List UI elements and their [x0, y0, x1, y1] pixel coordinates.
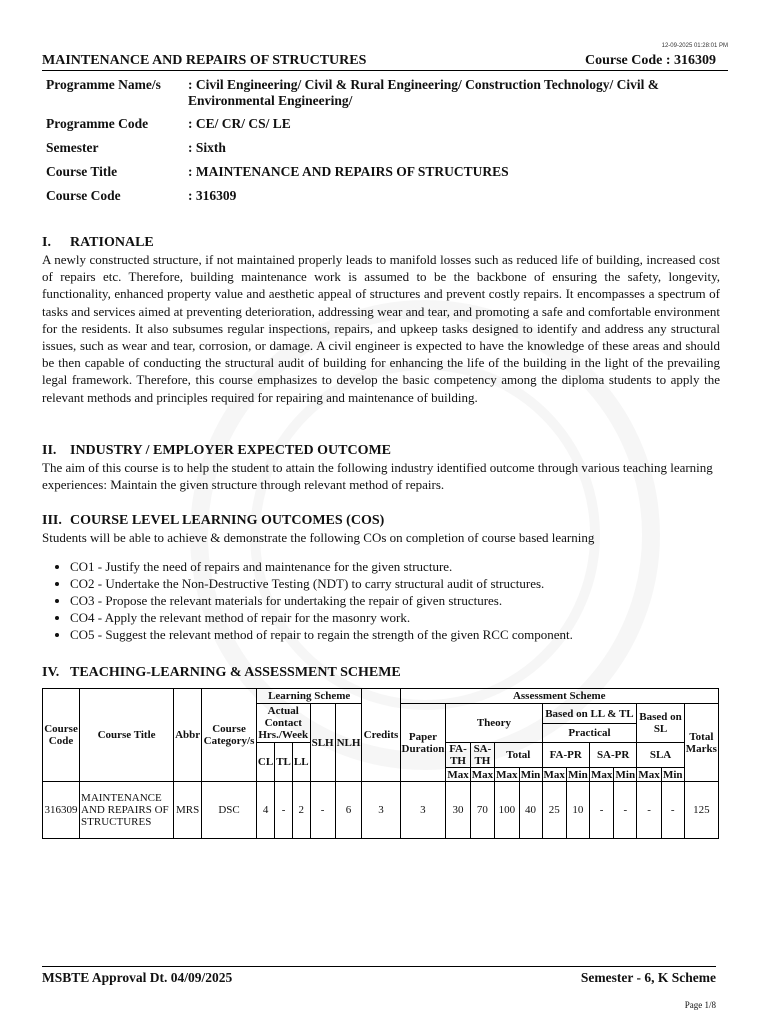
cell-course-code: 316309: [43, 782, 80, 839]
header-cell: Actual Contact Hrs./Week: [258, 705, 309, 741]
cell-category: DSC: [202, 782, 257, 839]
course-outcomes-section: [42, 512, 720, 643]
meta-row: [42, 187, 728, 211]
header-cell: Min: [615, 768, 636, 781]
header-cell: Credits: [362, 689, 400, 782]
cell-slh: -: [310, 782, 335, 839]
meta-row: [42, 163, 728, 187]
scheme-section: [42, 664, 720, 681]
section-title: COURSE LEVEL LEARNING OUTCOMES (COS): [70, 513, 385, 528]
semester-scheme: Semester - 6, K Scheme: [580, 970, 716, 985]
section-heading: [42, 234, 720, 251]
cell-credits: 3: [362, 782, 400, 839]
course-outcomes-list: [42, 558, 720, 643]
header-cell: Based on LL & TL: [542, 704, 637, 724]
section-title: RATIONALE: [70, 235, 154, 250]
header-cell: NLH: [335, 704, 362, 782]
approval-date: MSBTE Approval Dt. 04/09/2025: [42, 970, 233, 985]
section-number: II.: [42, 443, 57, 458]
section-heading: [42, 512, 720, 529]
meta-value: : Civil Engineering/ Civil & Rural Engineering/ Construction Technology/ Civil & Environmental Engineering/: [188, 77, 660, 108]
print-timestamp: 12-09-2025 01:28:01 PM: [661, 43, 728, 49]
header-cell: Min: [568, 768, 588, 781]
section-number: III.: [42, 513, 62, 528]
industry-outcome-section: [42, 442, 720, 493]
header-cell: LL: [292, 743, 310, 782]
rationale-text: A newly constructed structure, if not maintained properly leads to manifold losses such as reduced life of building, increased cost of repairs etc. Therefore, building maintenance work is assumed to be the backbone of ensuring the safety, longevity, functionality, enhanced property value and aesthetic appeal of structures and prevent costly repairs. It encompasses a spectrum of tasks and services aimed at preventing deterioration, addressing wear and tear, and promoting a safe and comfortable environment for the residents. It also subsumes regular inspections, repairs, and upkeep tasks designed to identify and address any structural issues, such as wear and tear, corrosion, or damage. A civil engineer is expected to have the knowledge of these areas and should be then capable of conducting the structural audit of building for enhancing the life of the building in the light of the prevailing legal framework. Therefore, this course emphasizes to develop the basic competency among the diploma students to apply the relevant methods and principles required for repairing and maintenance of building.: [42, 252, 720, 405]
header-cell: SLA: [637, 743, 684, 768]
meta-key: Programme Code: [46, 116, 149, 131]
meta-value: : 316309: [188, 188, 237, 203]
header-cell: SA-PR: [589, 743, 636, 768]
cell-total-max: 100: [495, 782, 519, 839]
cell-course-title: MAINTENANCE AND REPAIRS OF STRUCTURES: [80, 782, 174, 839]
section-number: I.: [42, 235, 51, 250]
header-cell: Based on SL: [637, 704, 684, 743]
cell-sa-pr-max: -: [589, 782, 613, 839]
section-number: IV.: [42, 665, 60, 680]
header-cell: Course Category/s: [202, 689, 257, 782]
meta-row: [42, 76, 728, 115]
cell-sa-pr-min: -: [614, 782, 637, 839]
table-row: [43, 782, 719, 839]
header-cell: Assessment Scheme: [400, 689, 719, 704]
header-cell: Abbr: [174, 689, 202, 782]
page-footer: [42, 966, 716, 986]
list-item: • CO1 - Justify the need of repairs and maintenance for the given structure.: [70, 558, 720, 575]
header-cell: Min: [662, 768, 683, 781]
header-cell: Max: [543, 768, 565, 781]
header-cell: Theory: [446, 704, 542, 743]
header-cell: FA-TH: [446, 743, 470, 768]
industry-outcome-text: The aim of this course is to help the student to attain the following industry identified outcome through various teaching learning experiences: Maintain the given structure through relevant method of repairs.: [42, 460, 713, 493]
header-cell: Course Title: [80, 689, 174, 782]
list-item: • CO2 - Undertake the Non-Destructive Testing (NDT) to carry structural audit of structures.: [70, 575, 720, 592]
cell-ll: 2: [292, 782, 310, 839]
header-cell: FA-PR: [542, 743, 589, 768]
header-cell: TL: [275, 743, 293, 782]
meta-value: : Sixth: [188, 140, 226, 155]
list-item: • CO3 - Propose the relevant materials for undertaking the repair of given structures.: [70, 592, 720, 609]
section-heading: [42, 664, 720, 681]
meta-key: Course Title: [46, 164, 118, 179]
meta-value: : CE/ CR/ CS/ LE: [188, 116, 291, 131]
header-cell: Max: [496, 768, 518, 781]
cell-sla-min: -: [661, 782, 684, 839]
meta-value: : MAINTENANCE AND REPAIRS OF STRUCTURES: [188, 164, 509, 179]
meta-row: [42, 115, 728, 139]
page-header: [42, 53, 728, 71]
cell-paper-duration: 3: [400, 782, 446, 839]
header-cell: Learning Scheme: [256, 689, 362, 704]
cell-fa-th-max: 30: [446, 782, 470, 839]
header-cell: SA-TH: [470, 743, 494, 768]
list-item: • CO5 - Suggest the relevant method of repair to regain the strength of the given RCC component.: [70, 626, 720, 643]
course-outcomes-intro: Students will be able to achieve & demonstrate the following COs on completion of course based learning: [42, 530, 595, 545]
section-title: INDUSTRY / EMPLOYER EXPECTED OUTCOME: [70, 443, 392, 458]
header-cell: Paper Duration: [400, 704, 446, 782]
header-cell: Min: [520, 768, 541, 781]
header-cell: Max: [471, 768, 494, 781]
section-heading: [42, 442, 720, 459]
course-title-header: MAINTENANCE AND REPAIRS OF STRUCTURES: [42, 53, 367, 68]
meta-key: Semester: [46, 140, 99, 155]
header-cell: CL: [256, 743, 274, 782]
cell-tl: -: [275, 782, 293, 839]
cell-abbr: MRS: [174, 782, 202, 839]
table-header-row: [43, 689, 719, 704]
list-item: • CO4 - Apply the relevant method of repair for the masonry work.: [70, 609, 720, 626]
assessment-scheme-table: [42, 688, 719, 839]
header-cell: Practical: [542, 724, 637, 743]
header-cell: Total: [495, 743, 542, 768]
meta-key: Programme Name/s: [46, 77, 161, 92]
cell-fa-pr-min: 10: [566, 782, 589, 839]
cell-sa-th-max: 70: [470, 782, 494, 839]
cell-total-min: 40: [519, 782, 542, 839]
header-cell: Total Marks: [684, 704, 718, 782]
page-number: Page 1/8: [684, 1000, 716, 1010]
course-meta-table: [42, 76, 728, 211]
meta-row: [42, 139, 728, 163]
course-code-header: Course Code : 316309: [584, 53, 716, 68]
cell-nlh: 6: [335, 782, 362, 839]
cell-total-marks: 125: [684, 782, 718, 839]
rationale-section: [42, 234, 720, 406]
cell-sla-max: -: [637, 782, 661, 839]
header-cell: Course Code: [43, 689, 80, 782]
cell-cl: 4: [256, 782, 274, 839]
header-cell: Max: [447, 768, 469, 781]
cell-fa-pr-max: 25: [542, 782, 566, 839]
meta-key: Course Code: [46, 188, 121, 203]
header-cell: SLH: [310, 704, 335, 782]
header-cell: Max: [590, 768, 613, 781]
header-cell: Max: [638, 768, 660, 781]
section-title: TEACHING-LEARNING & ASSESSMENT SCHEME: [70, 665, 401, 680]
